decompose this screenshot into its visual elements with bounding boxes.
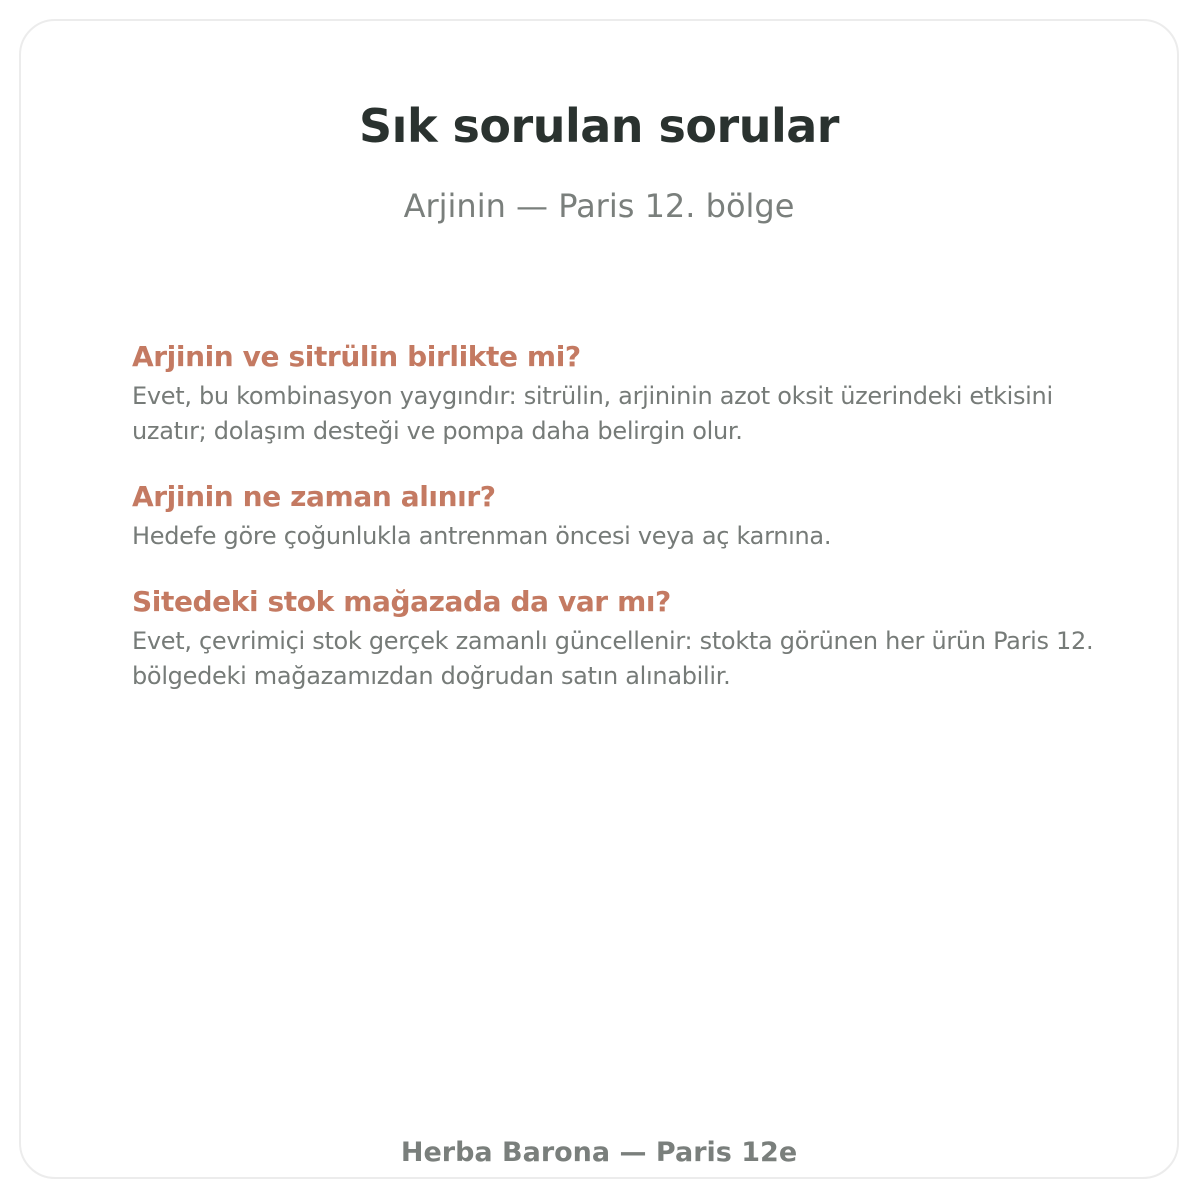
faq-item bbox=[132, 584, 1102, 694]
faq-question: Arjinin ne zaman alınır? bbox=[132, 480, 496, 513]
faq-list bbox=[132, 339, 1102, 724]
faq-item bbox=[132, 339, 1102, 449]
page-subtitle: Arjinin — Paris 12. bölge bbox=[403, 187, 795, 225]
faq-answer: Evet, bu kombinasyon yaygındır: sitrülin, arjininin azot oksit üzerindeki etkisini uzatır; dolaşım desteği ve pompa daha belirgin olur. bbox=[132, 382, 1053, 445]
footer-brand: Herba Barona — Paris 12e bbox=[400, 1137, 798, 1168]
faq-question: Sitedeki stok mağazada da var mı? bbox=[132, 585, 671, 618]
faq-question: Arjinin ve sitrülin birlikte mi? bbox=[132, 340, 581, 373]
faq-answer: Hedefe göre çoğunlukla antrenman öncesi veya aç karnına. bbox=[132, 522, 832, 550]
page-title: Sık sorulan sorular bbox=[359, 99, 839, 153]
faq-answer: Evet, çevrimiçi stok gerçek zamanlı güncellenir: stokta görünen her ürün Paris 12. bölgedeki mağazamızdan doğrudan satın alınabilir. bbox=[132, 627, 1094, 690]
faq-item bbox=[132, 479, 1102, 554]
faq-card bbox=[19, 19, 1179, 1179]
